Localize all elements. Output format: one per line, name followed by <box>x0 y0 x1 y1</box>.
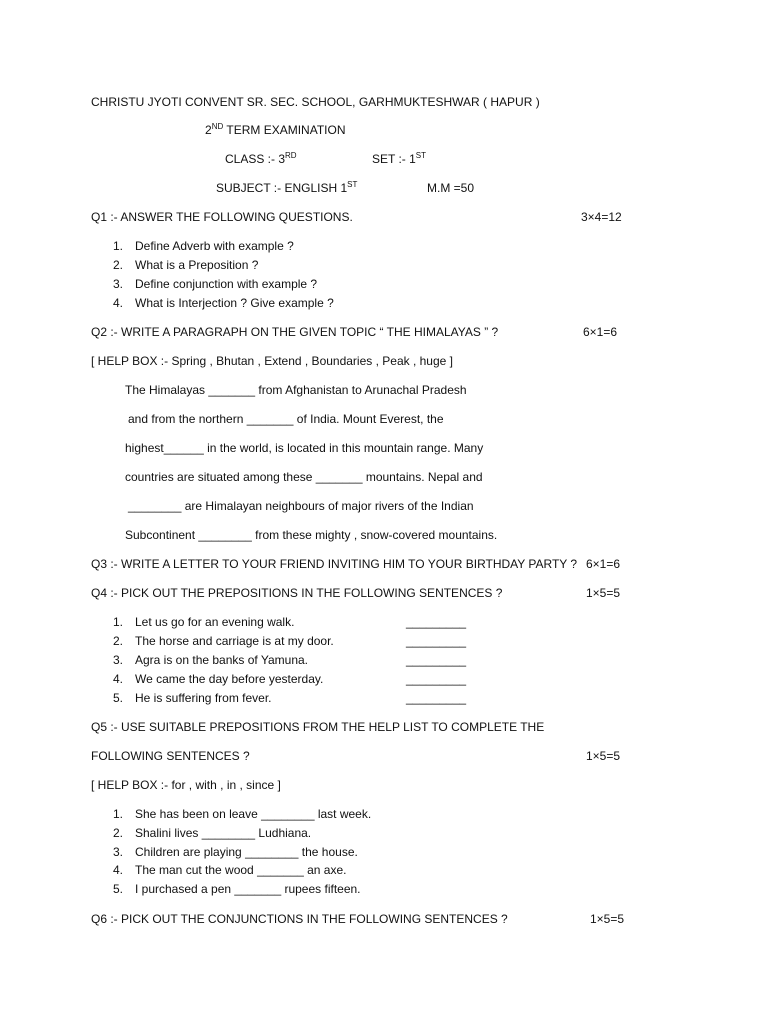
subject-label: SUBJECT :- ENGLISH 1ST <box>216 180 358 195</box>
q4-item: 2. The horse and carriage is at my door. <box>113 634 334 648</box>
q4-title: Q4 :- PICK OUT THE PREPOSITIONS IN THE FOLLOWING SENTENCES ? <box>91 586 503 600</box>
class-label: CLASS :- 3RD <box>225 151 297 166</box>
q2-paragraph-line: ________ are Himalayan neighbours of major rivers of the Indian <box>128 499 474 513</box>
q4-item: 3. Agra is on the banks of Yamuna. <box>113 653 308 667</box>
q2-paragraph-line: The Himalayas _______ from Afghanistan to Arunachal Pradesh <box>125 383 467 397</box>
q6-title: Q6 :- PICK OUT THE CONJUNCTIONS IN THE FOLLOWING SENTENCES ? <box>91 912 508 926</box>
q2-paragraph-line: and from the northern _______ of India. Mount Everest, the <box>128 412 444 426</box>
q4-answer-blank: _________ <box>406 634 467 648</box>
school-name: CHRISTU JYOTI CONVENT SR. SEC. SCHOOL, GARHMUKTESHWAR ( HAPUR ) <box>91 95 540 109</box>
exam-title: 2ND TERM EXAMINATION <box>205 122 346 137</box>
q1-title: Q1 :- ANSWER THE FOLLOWING QUESTIONS. <box>91 210 353 224</box>
q5-title: Q5 :- USE SUITABLE PREPOSITIONS FROM THE HELP LIST TO COMPLETE THE <box>91 720 545 734</box>
q6-marks: 1×5=5 <box>590 912 625 926</box>
q4-answer-blank: _________ <box>406 653 467 667</box>
set-label: SET :- 1ST <box>372 151 427 166</box>
q5-marks: 1×5=5 <box>586 749 621 763</box>
q2-paragraph-line: countries are situated among these _______ mountains. Nepal and <box>125 470 483 484</box>
q2-help-box: [ HELP BOX :- Spring , Bhutan , Extend , Boundaries , Peak , huge ] <box>91 354 453 368</box>
q5-item: 1. She has been on leave ________ last week. <box>113 807 372 821</box>
q1-item: 3. Define conjunction with example ? <box>113 277 318 291</box>
q1-item: 1. Define Adverb with example ? <box>113 239 294 253</box>
q2-paragraph-line: Subcontinent ________ from these mighty , snow-covered mountains. <box>125 528 498 542</box>
q4-answer-blank: _________ <box>406 691 467 705</box>
q1-item: 2. What is a Preposition ? <box>113 258 259 272</box>
q2-title: Q2 :- WRITE A PARAGRAPH ON THE GIVEN TOPIC “ THE HIMALAYAS ” ? <box>91 325 499 339</box>
q5-help-box: [ HELP BOX :- for , with , in , since ] <box>91 778 281 792</box>
q2-marks: 6×1=6 <box>583 325 618 339</box>
q4-item: 5. He is suffering from fever. <box>113 691 272 705</box>
max-marks: M.M =50 <box>427 181 475 195</box>
q5-item: 3. Children are playing ________ the house. <box>113 845 358 859</box>
q1-marks: 3×4=12 <box>581 210 622 224</box>
q4-item: 1. Let us go for an evening walk. <box>113 615 295 629</box>
q3-marks: 6×1=6 <box>586 557 621 571</box>
q3-title: Q3 :- WRITE A LETTER TO YOUR FRIEND INVITING HIM TO YOUR BIRTHDAY PARTY ? <box>91 557 578 571</box>
q2-paragraph-line: highest______ in the world, is located in this mountain range. Many <box>125 441 484 455</box>
q5-item: 2. Shalini lives ________ Ludhiana. <box>113 826 312 840</box>
q4-answer-blank: _________ <box>406 615 467 629</box>
q1-item: 4. What is Interjection ? Give example ? <box>113 296 334 310</box>
q5-item: 5. I purchased a pen _______ rupees fifteen. <box>113 882 361 896</box>
q4-answer-blank: _________ <box>406 672 467 686</box>
q4-item: 4. We came the day before yesterday. <box>113 672 324 686</box>
q5-title-continued: FOLLOWING SENTENCES ? <box>91 749 250 763</box>
q4-marks: 1×5=5 <box>586 586 621 600</box>
q5-item: 4. The man cut the wood _______ an axe. <box>113 863 347 877</box>
